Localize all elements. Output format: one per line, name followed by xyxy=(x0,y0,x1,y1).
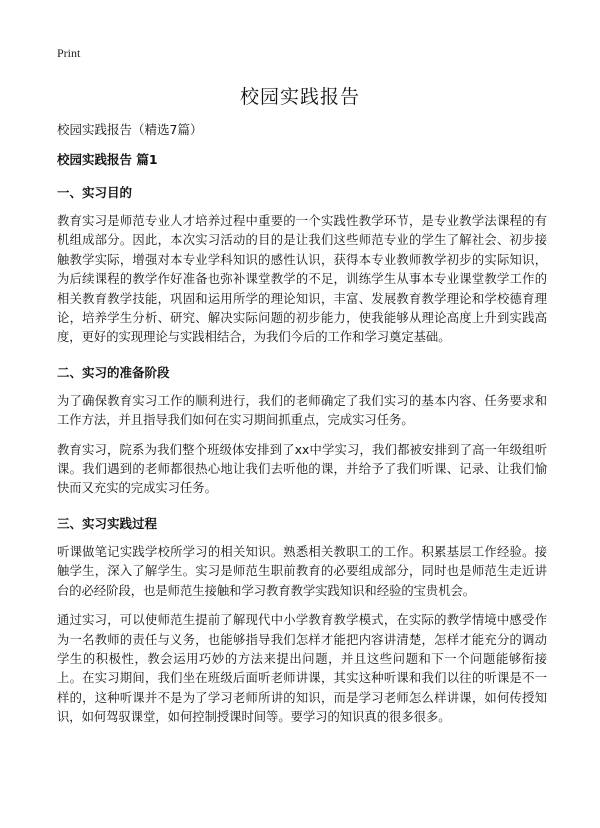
document-subtitle: 校园实践报告（精选7篇） xyxy=(57,122,203,137)
paragraph: 听课做笔记实践学校所学习的相关知识。熟悉相关教职工的工作。积累基层工作经验。接触学生，深入了解学生。实习是师范生职前教育的必要组成部分，同时也是师范生走近讲台的必经阶段，也是师范生接触和学习教育教学实践知识和经验的宝贵机会。 xyxy=(57,544,547,598)
paragraph: 教育实习是师范专业人才培养过程中重要的一个实践性教学环节，是专业教学法课程的有机组成部分。因此，本次实习活动的目的是让我们这些师范专业的学生了解社会、初步接触教学实际，增强对本专业学科知识的感性认识，获得本专业教师教学初步的实际知识，为后续课程的教学作好准备也弥补课堂教学的不足，训练学生从事本专业课堂教学工作的相关教育教学技能，巩固和运用所学的理论知识，丰富、发展教育教学理论和学校德育理论，培养学生分析、研究、解决实际问题的初步能力，使我能够从理论高度上升到实践高度，更好的实现理论与实践相结合，为我们今后的工作和学习奠定基础。 xyxy=(57,214,547,345)
section-heading-purpose: 一、实习目的 xyxy=(57,185,133,200)
print-link[interactable]: Print xyxy=(57,46,81,60)
section-heading-process: 三、实习实践过程 xyxy=(57,515,158,531)
article-heading: 校园实践报告 篇1 xyxy=(57,152,158,167)
paragraph: 教育实习，院系为我们整个班级体安排到了xx中学实习，我们都被安排到了高一年级组听课。我们遇到的老师都很热心地让我们去听他的课，并给予了我们听课、记录、让我们愉快而又充实的完成实习任务。 xyxy=(57,442,547,496)
paragraph: 为了确保教育实习工作的顺利进行，我们的老师确定了我们实习的基本内容、任务要求和工作方法，并且指导我们如何在实习期间抓重点，完成实习任务。 xyxy=(57,393,547,428)
section-heading-preparation: 二、实习的准备阶段 xyxy=(57,364,170,380)
article-body xyxy=(57,150,547,738)
page-title: 校园实践报告 xyxy=(239,86,360,108)
paragraph: 通过实习，可以使师范生提前了解现代中小学教育教学模式，在实际的教学情境中感受作为一名教师的责任与义务，也能够指导我们怎样才能把内容讲清楚，怎样才能充分的调动学生的积极性，教会运用巧妙的方法来提出问题，并且这些问题和下一个问题能够衔接上。在实习期间，我们坐在班级后面听老师讲课，其实这种听课和我们以往的听课是不一样的，这种听课并不是为了学习老师所讲的知识，而是学习老师怎么样讲课，如何传授知识，如何驾驭课堂，如何控制授课时间等。要学习的知识真的很多很多。 xyxy=(57,613,547,725)
